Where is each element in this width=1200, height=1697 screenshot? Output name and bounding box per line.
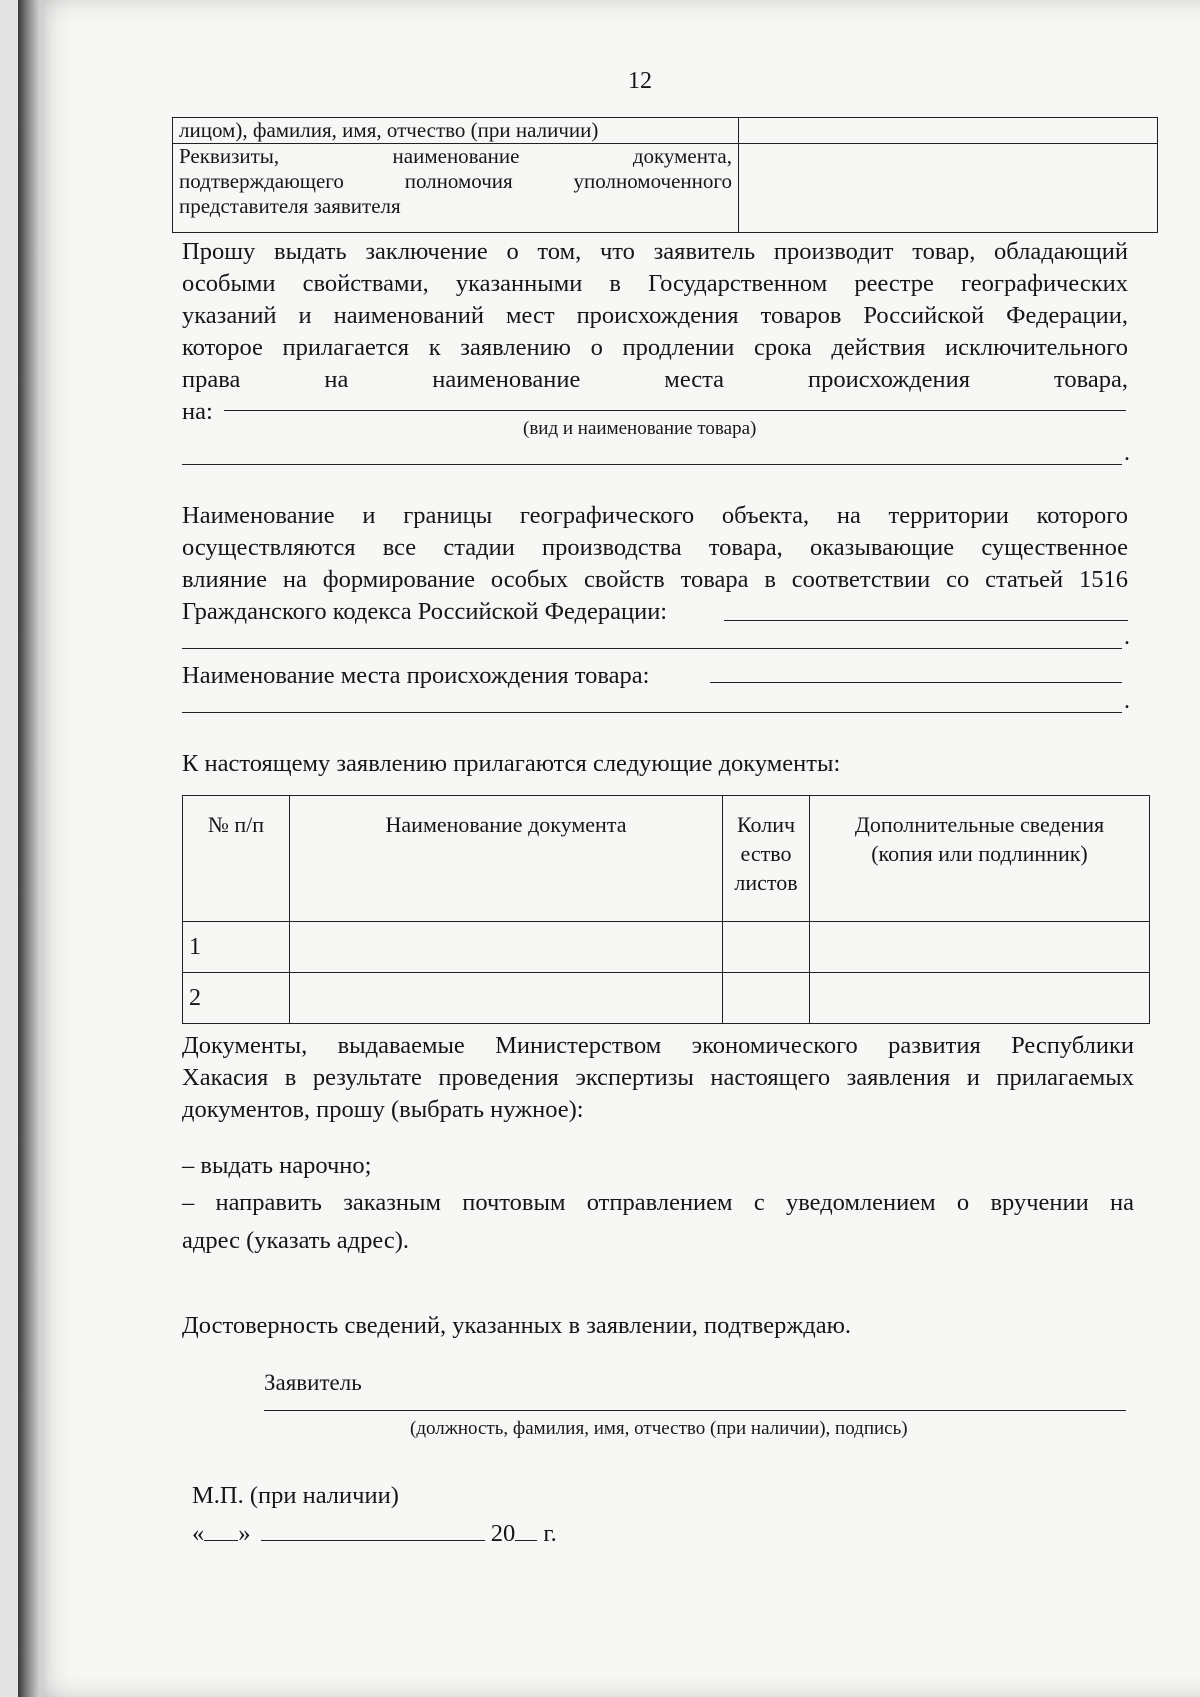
geo-object-input-line[interactable]: [724, 620, 1128, 621]
geo-object-line-3: влияние на формирование особых свойств товара в соответствии со статьей 1516: [182, 566, 1128, 593]
date-year-suffix: г.: [543, 1520, 557, 1547]
authority-document-line-1: Реквизиты, наименование документа,: [179, 144, 732, 168]
product-end-dot: .: [1124, 440, 1130, 466]
product-input-line-2[interactable]: [182, 464, 1122, 465]
geo-object-line-4: Гражданского кодекса Российской Федерации:: [182, 598, 668, 625]
applicant-label: Заявитель: [264, 1370, 362, 1395]
geo-object-paragraph: [182, 500, 1128, 628]
attachments-intro: [182, 748, 1128, 780]
authority-document-label: [173, 144, 739, 233]
table-row: [183, 922, 1150, 973]
attachments-intro-text: К настоящему заявлению прилагаются следующие документы:: [182, 750, 841, 777]
delivery-line-1: Документы, выдаваемые Министерством экономического развития Республики: [182, 1032, 1134, 1059]
origin-name-input-line[interactable]: [710, 682, 1122, 683]
delivery-option-mail-line-2: адрес (указать адрес).: [182, 1227, 410, 1254]
product-label: на:: [182, 398, 213, 425]
row-sheet-count-cell[interactable]: [723, 973, 810, 1024]
request-line-1: Прошу выдать заключение о том, что заявитель производит товар, обладающий: [182, 238, 1128, 265]
attachments-table: [182, 795, 1150, 1024]
row-document-name-cell[interactable]: [290, 922, 723, 973]
delivery-option-hand[interactable]: [182, 1150, 1134, 1182]
origin-name-end-dot: .: [1124, 688, 1130, 714]
geo-object-line-1: Наименование и границы географического объекта, на территории которого: [182, 502, 1128, 529]
confirmation-text: Достоверность сведений, указанных в заявлении, подтверждаю.: [182, 1312, 852, 1339]
date-day-field[interactable]: [204, 1516, 238, 1541]
row-additional-info-cell[interactable]: [810, 922, 1150, 973]
request-line-2: особыми свойствами, указанными в Государственном реестре географических: [182, 270, 1128, 297]
origin-name-label: Наименование места происхождения товара:: [182, 662, 650, 689]
applicant-representative-table: [172, 117, 1158, 233]
attachments-table-header: [183, 796, 1150, 922]
col-header-document-name: Наименование документа: [290, 796, 723, 922]
stamp-label: М.П. (при наличии): [192, 1482, 399, 1509]
authority-document-line-3: представителя заявителя: [179, 194, 401, 218]
request-paragraph: [182, 236, 1128, 428]
row-sheet-count-cell[interactable]: [723, 922, 810, 973]
table-row: [183, 973, 1150, 1024]
page-number: 12: [628, 68, 652, 94]
authority-document-line-2: подтверждающего полномочия уполномоченного: [179, 169, 732, 193]
col-header-additional-info: Дополнительные сведения (копия или подлинник): [810, 796, 1150, 922]
geo-object-input-line-2[interactable]: [182, 648, 1122, 649]
representative-name-value[interactable]: [739, 118, 1158, 144]
request-line-5: права на наименование места происхождения товара,: [182, 366, 1128, 393]
date-open-quote: «: [192, 1520, 205, 1547]
row-additional-info-cell[interactable]: [810, 973, 1150, 1024]
delivery-option-hand-text: – выдать нарочно;: [182, 1152, 372, 1179]
geo-object-line-2: осуществляются все стадии производства товара, оказывающие существенное: [182, 534, 1128, 561]
col-header-sheet-count: Колич ество листов: [723, 796, 810, 922]
date-line: [192, 1516, 557, 1548]
representative-name-text: лицом), фамилия, имя, отчество (при наличии): [179, 118, 599, 142]
delivery-paragraph: [182, 1030, 1134, 1126]
signature-caption: (должность, фамилия, имя, отчество (при наличии), подпись): [410, 1418, 908, 1439]
row-document-name-cell[interactable]: [290, 973, 723, 1024]
origin-name-paragraph: [182, 660, 1128, 692]
authority-document-value[interactable]: [739, 144, 1158, 233]
delivery-option-mail-line-1: – направить заказным почтовым отправлением с уведомлением о вручении на: [182, 1189, 1134, 1216]
row-number-cell: 1: [183, 922, 290, 973]
delivery-line-3: документов, прошу (выбрать нужное):: [182, 1096, 584, 1123]
date-year-field[interactable]: [515, 1516, 537, 1541]
date-month-field[interactable]: [261, 1516, 485, 1541]
delivery-line-2: Хакасия в результате проведения экспертизы настоящего заявления и прилагаемых: [182, 1064, 1134, 1091]
date-year-prefix: 20: [490, 1520, 516, 1547]
request-line-3: указаний и наименований мест происхождения товаров Российской Федерации,: [182, 302, 1128, 329]
confirmation-statement: [182, 1310, 1128, 1342]
representative-name-label: [173, 118, 739, 144]
document-page: [18, 0, 1200, 1697]
origin-name-input-line-2[interactable]: [182, 712, 1122, 713]
delivery-option-mail[interactable]: [182, 1184, 1134, 1260]
product-caption: (вид и наименование товара): [523, 418, 757, 439]
signature-line[interactable]: [264, 1410, 1126, 1411]
scan-shadow-edge: [18, 0, 48, 1697]
date-close-quote: »: [238, 1520, 251, 1547]
row-number-cell: 2: [183, 973, 290, 1024]
product-input-line[interactable]: [224, 410, 1126, 411]
col-header-number: № п/п: [183, 796, 290, 922]
geo-object-end-dot: .: [1124, 624, 1130, 650]
request-line-4: которое прилагается к заявлению о продлении срока действия исключительного: [182, 334, 1128, 361]
